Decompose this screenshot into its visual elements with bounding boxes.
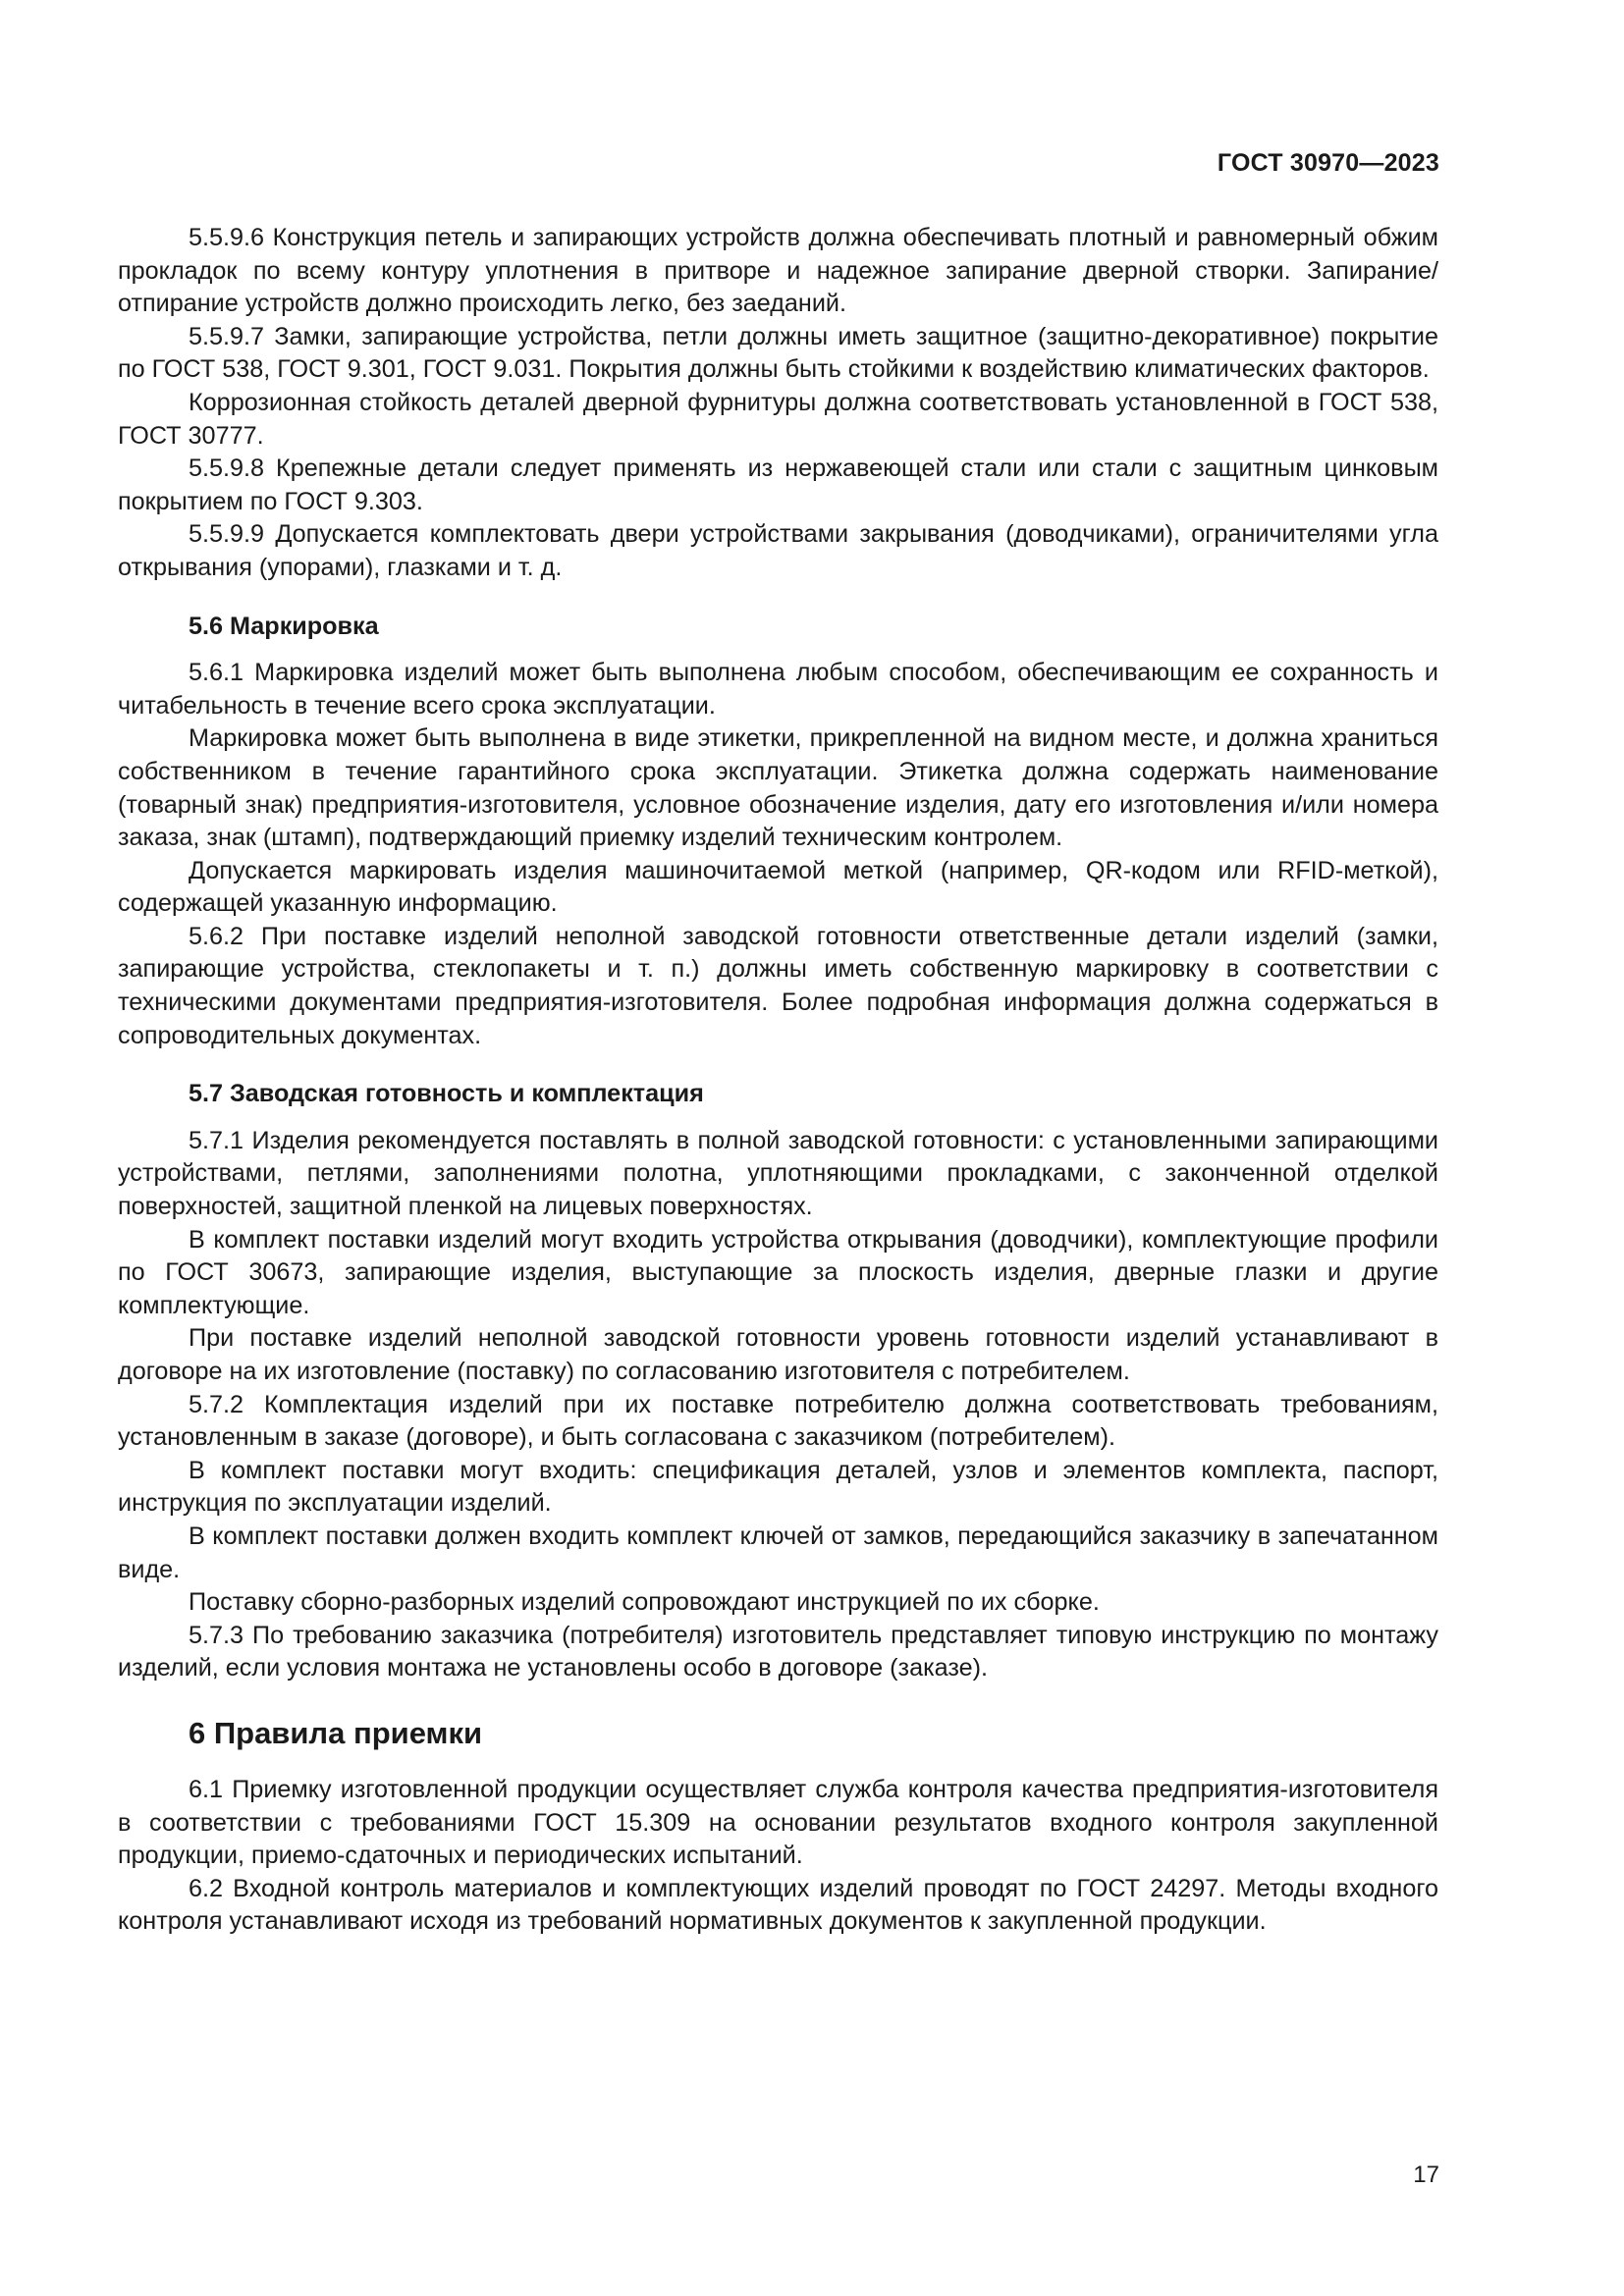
section-heading-5-7: 5.7 Заводская готовность и комплектация [189,1080,704,1108]
paragraph-6-1: 6.1 Приемку изготовленной продукции осуществляет служба контроля качества предприятия-изготовителя в соответствии с требованиями ГОСТ 15.309 на основании результатов входного контроля закупленной продукции, приемо-сдаточных и периодических испытаний. [118,1775,1438,1870]
section-heading-5-6: 5.6 Маркировка [189,612,379,640]
paragraph-delivery-set: В комплект поставки изделий могут входить устройства открывания (доводчики), комплектующие профили по ГОСТ 30673, запирающие изделия, выступающие за плоскость изделия, дверные глазки и другие комплектующие. [118,1225,1438,1319]
paragraph-specification: В комплект поставки могут входить: спецификация деталей, узлов и элементов комплекта, паспорт, инструкция по эксплуатации изделий. [118,1456,1438,1518]
paragraph-corrosion: Коррозионная стойкость деталей дверной фурнитуры должна соответствовать установленной в ГОСТ 538, ГОСТ 30777. [118,388,1438,450]
paragraph-assembly: Поставку сборно-разборных изделий сопровождают инструкцией по их сборке. [189,1588,1100,1617]
paragraph-5-7-2: 5.7.2 Комплектация изделий при их поставке потребителю должна соответствовать требованиям, установленным в заказе (договоре), и быть согласована с заказчиком (потребителем). [118,1390,1438,1452]
paragraph-partial-readiness: При поставке изделий неполной заводской готовности уровень готовности изделий устанавливают в договоре на их изготовление (поставку) по согласованию изготовителя с потребителем. [118,1324,1438,1385]
paragraph-machine-readable: Допускается маркировать изделия машиночитаемой меткой (например, QR-кодом или RFID-меткой), содержащей указанную информацию. [118,856,1438,918]
paragraph-5-6-2: 5.6.2 При поставке изделий неполной заводской готовности ответственные детали изделий (замки, запирающие устройства, стеклопакеты и т. п.) должны иметь собственную маркировку в соответствии с техническими документами предприятия-изготовителя. Более подробная информация должна содержаться в сопроводительных документах. [118,922,1438,1049]
paragraph-5-5-9-9: 5.5.9.9 Допускается комплектовать двери устройствами закрывания (доводчиками), ограничителями угла открывания (упорами), глазками и т. д. [118,520,1438,581]
paragraph-5-6-1: 5.6.1 Маркировка изделий может быть выполнена любым способом, обеспечивающим ее сохранность и читабельность в течение всего срока эксплуатации. [118,659,1438,720]
paragraph-6-2: 6.2 Входной контроль материалов и комплектующих изделий проводят по ГОСТ 24297. Методы входного контроля устанавливают исходя из требований нормативных документов к закупленной продукции. [118,1874,1438,1936]
paragraph-5-5-9-8: 5.5.9.8 Крепежные детали следует применять из нержавеющей стали или стали с защитным цинковым покрытием по ГОСТ 9.303. [118,454,1438,515]
paragraph-keys: В комплект поставки должен входить комплект ключей от замков, передающийся заказчику в запечатанном виде. [118,1522,1438,1583]
document-body [118,222,1438,1939]
document-header: ГОСТ 30970—2023 [1217,149,1439,177]
paragraph-5-7-1: 5.7.1 Изделия рекомендуется поставлять в полной заводской готовности: с установленными запирающими устройствами, петлями, заполнениями полотна, уплотняющими прокладками, с законченной отделкой поверхностей, защитной пленкой на лицевых поверхностях. [118,1126,1438,1221]
paragraph-5-5-9-6: 5.5.9.6 Конструкция петель и запирающих устройств должна обеспечивать плотный и равномерный обжим прокладок по всему контуру уплотнения в притворе и надежное запирание дверной створки. Запирание/отпирание устройств должно происходить легко, без заеданий. [118,224,1438,318]
paragraph-5-5-9-7: 5.5.9.7 Замки, запирающие устройства, петли должны иметь защитное (защитно-декоративное) покрытие по ГОСТ 538, ГОСТ 9.301, ГОСТ 9.031. Покрытия должны быть стойкими к воздействию климатических факторов. [118,322,1438,384]
section-heading-6: 6 Правила приемки [189,1715,483,1750]
page-number: 17 [1413,2162,1439,2188]
paragraph-label-marking: Маркировка может быть выполнена в виде этикетки, прикрепленной на видном месте, и должна храниться собственником в течение гарантийного срока эксплуатации. Этикетка должна содержать наименование (товарный знак) предприятия-изготовителя, условное обозначение изделия, дату его изготовления и/или номера заказа, знак (штамп), подтверждающий приемку изделий техническим контролем. [118,724,1438,852]
paragraph-5-7-3: 5.7.3 По требованию заказчика (потребителя) изготовитель представляет типовую инструкцию по монтажу изделий, если условия монтажа не установлены особо в договоре (заказе). [118,1621,1438,1682]
